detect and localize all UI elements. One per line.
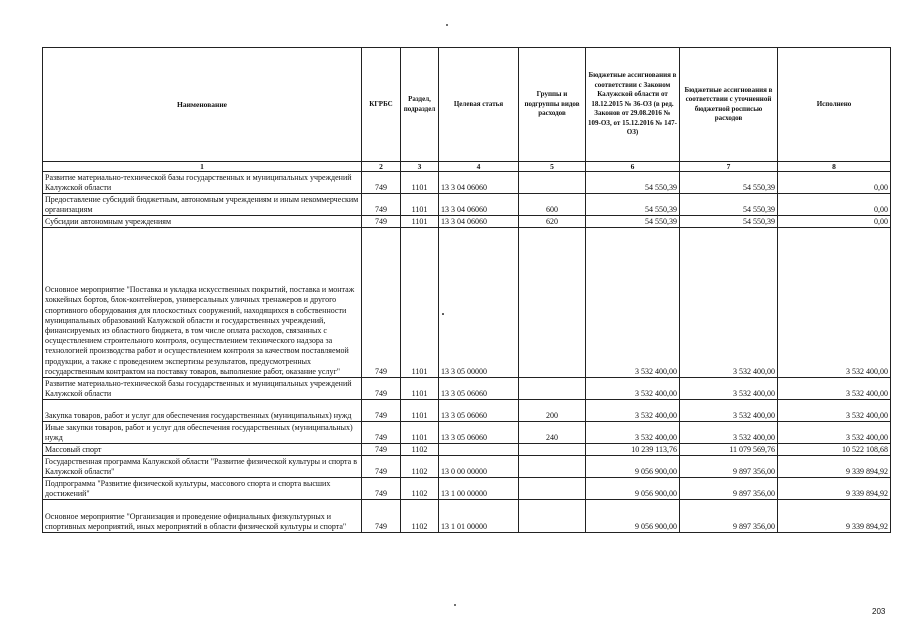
row-target: 13 3 05 06060	[439, 378, 519, 400]
row-refined: 11 079 569,76	[680, 444, 778, 456]
row-executed: 10 522 108,68	[778, 444, 891, 456]
row-kgrbs: 749	[362, 422, 401, 444]
row-group: 200	[519, 400, 586, 422]
column-number: 8	[778, 162, 891, 172]
row-refined: 3 532 400,00	[680, 400, 778, 422]
row-executed: 9 339 894,92	[778, 478, 891, 500]
row-target: 13 0 00 00000	[439, 456, 519, 478]
column-number-row	[43, 162, 891, 172]
table-row	[43, 478, 891, 500]
row-executed: 3 532 400,00	[778, 378, 891, 400]
row-group: 600	[519, 194, 586, 216]
table-row	[43, 194, 891, 216]
header-refined: Бюджетные ассигнования в соответствии с уточненной бюджетной росписью расходов	[680, 48, 778, 162]
row-name: Основное мероприятие "Поставка и укладка искусственных покрытий, поставка и монтаж хоккейных бортов, блок-контейнеров, универсальных уличных тренажеров и другого спортивного оборудования для плоскостных сооружений, находящихся в собственности муниципальных образований Калужской области и государственных учреждений, финансируемых из областного бюджета, в том числе оплата расходов, связанных с осуществлением строительного контроля, осуществлением технического надзора за технологией производства работ и осуществлением контроля за качеством поставляемой продукции, а также с проведением экспертизы результатов, предусмотренных государственным контрактом на поставку товаров, выполнение работ, оказание услуг"	[43, 228, 362, 378]
row-law: 3 532 400,00	[586, 378, 680, 400]
row-section: 1101	[401, 422, 439, 444]
column-number: 3	[401, 162, 439, 172]
row-name: Развитие материально-технической базы государственных и муниципальных учреждений Калужской области	[43, 172, 362, 194]
row-name: Субсидии автономным учреждениям	[43, 216, 362, 228]
row-executed: 3 532 400,00	[778, 228, 891, 378]
row-refined: 54 550,39	[680, 194, 778, 216]
row-refined: 3 532 400,00	[680, 228, 778, 378]
header-section: Раздел, подраздел	[401, 48, 439, 162]
row-target: 13 3 04 06060	[439, 194, 519, 216]
scan-speck	[454, 604, 456, 606]
header-group: Группы и подгруппы видов расходов	[519, 48, 586, 162]
table-row	[43, 444, 891, 456]
row-refined: 9 897 356,00	[680, 456, 778, 478]
row-name: Предоставление субсидий бюджетным, автономным учреждениям и иным некоммерческим организациям	[43, 194, 362, 216]
row-kgrbs: 749	[362, 400, 401, 422]
row-kgrbs: 749	[362, 172, 401, 194]
column-number: 6	[586, 162, 680, 172]
header-name: Наименование	[43, 48, 362, 162]
row-target: 13 3 05 00000	[439, 228, 519, 378]
header-executed: Исполнено	[778, 48, 891, 162]
table-row	[43, 422, 891, 444]
row-kgrbs: 749	[362, 444, 401, 456]
row-section: 1102	[401, 444, 439, 456]
row-kgrbs: 749	[362, 194, 401, 216]
row-executed: 9 339 894,92	[778, 500, 891, 533]
row-section: 1101	[401, 216, 439, 228]
row-section: 1102	[401, 478, 439, 500]
header-kgrbs: КГРБС	[362, 48, 401, 162]
header-law: Бюджетные ассигнования в соответствии с Законом Калужской области от 18.12.2015 № 36-ОЗ (в ред. Законов от 29.08.2016 № 109-ОЗ, от 15.12.2016 № 147-ОЗ)	[586, 48, 680, 162]
row-group	[519, 500, 586, 533]
row-law: 54 550,39	[586, 216, 680, 228]
row-group	[519, 228, 586, 378]
table-row	[43, 172, 891, 194]
row-group	[519, 456, 586, 478]
row-kgrbs: 749	[362, 478, 401, 500]
row-refined: 9 897 356,00	[680, 500, 778, 533]
row-name: Массовый спорт	[43, 444, 362, 456]
row-section: 1101	[401, 194, 439, 216]
row-target: 13 3 05 06060	[439, 422, 519, 444]
row-name: Основное мероприятие "Организация и проведение официальных физкультурных и спортивных мероприятий, иных мероприятий в области физической культуры и спорта"	[43, 500, 362, 533]
scan-speck	[446, 24, 448, 26]
row-kgrbs: 749	[362, 228, 401, 378]
row-group	[519, 478, 586, 500]
column-number: 4	[439, 162, 519, 172]
row-law: 9 056 900,00	[586, 456, 680, 478]
table-row	[43, 500, 891, 533]
row-refined: 54 550,39	[680, 216, 778, 228]
row-executed: 0,00	[778, 194, 891, 216]
row-law: 54 550,39	[586, 172, 680, 194]
row-target: 13 3 04 06060	[439, 172, 519, 194]
column-number: 7	[680, 162, 778, 172]
column-number: 5	[519, 162, 586, 172]
row-name: Государственная программа Калужской области "Развитие физической культуры и спорта в Калужской области"	[43, 456, 362, 478]
row-refined: 54 550,39	[680, 172, 778, 194]
row-section: 1101	[401, 378, 439, 400]
table-row	[43, 456, 891, 478]
row-refined: 9 897 356,00	[680, 478, 778, 500]
row-target: 13 3 05 06060	[439, 400, 519, 422]
row-executed: 3 532 400,00	[778, 422, 891, 444]
row-section: 1102	[401, 456, 439, 478]
column-number: 2	[362, 162, 401, 172]
header-target: Целевая статья	[439, 48, 519, 162]
row-kgrbs: 749	[362, 378, 401, 400]
table-row	[43, 228, 891, 378]
row-kgrbs: 749	[362, 216, 401, 228]
row-group	[519, 378, 586, 400]
row-group	[519, 444, 586, 456]
row-law: 9 056 900,00	[586, 478, 680, 500]
row-name: Развитие материально-технической базы государственных и муниципальных учреждений Калужской области	[43, 378, 362, 400]
row-name: Подпрограмма "Развитие физической культуры, массового спорта и спорта высших достижений"	[43, 478, 362, 500]
page-number: 203	[872, 607, 886, 616]
row-name: Иные закупки товаров, работ и услуг для обеспечения государственных (муниципальных) нужд	[43, 422, 362, 444]
row-target: 13 1 00 00000	[439, 478, 519, 500]
row-executed: 0,00	[778, 216, 891, 228]
row-law: 54 550,39	[586, 194, 680, 216]
row-law: 9 056 900,00	[586, 500, 680, 533]
table-row	[43, 400, 891, 422]
header-row	[43, 48, 891, 162]
budget-table	[42, 47, 891, 533]
row-law: 3 532 400,00	[586, 228, 680, 378]
row-law: 3 532 400,00	[586, 400, 680, 422]
row-executed: 0,00	[778, 172, 891, 194]
row-refined: 3 532 400,00	[680, 422, 778, 444]
column-number: 1	[43, 162, 362, 172]
row-section: 1101	[401, 172, 439, 194]
row-kgrbs: 749	[362, 500, 401, 533]
row-executed: 9 339 894,92	[778, 456, 891, 478]
row-group: 620	[519, 216, 586, 228]
row-law: 3 532 400,00	[586, 422, 680, 444]
row-law: 10 239 113,76	[586, 444, 680, 456]
row-target: 13 1 01 00000	[439, 500, 519, 533]
row-refined: 3 532 400,00	[680, 378, 778, 400]
row-group	[519, 172, 586, 194]
row-kgrbs: 749	[362, 456, 401, 478]
table-row	[43, 378, 891, 400]
row-target: 13 3 04 06060	[439, 216, 519, 228]
row-target	[439, 444, 519, 456]
table-row	[43, 216, 891, 228]
row-section: 1101	[401, 228, 439, 378]
row-group: 240	[519, 422, 586, 444]
row-name: Закупка товаров, работ и услуг для обеспечения государственных (муниципальных) нужд	[43, 400, 362, 422]
row-executed: 3 532 400,00	[778, 400, 891, 422]
row-section: 1101	[401, 400, 439, 422]
row-section: 1102	[401, 500, 439, 533]
